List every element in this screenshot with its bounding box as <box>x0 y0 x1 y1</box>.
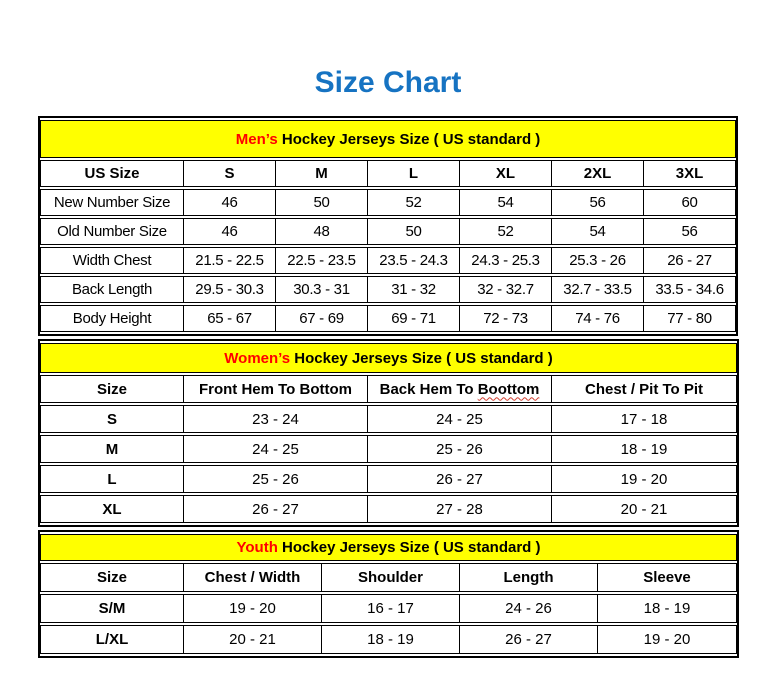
page-title: Size Chart <box>314 66 462 99</box>
size-value: 46 <box>184 189 276 216</box>
column-header: Size <box>40 375 184 403</box>
size-value: 56 <box>644 218 736 245</box>
column-header: Chest / Width <box>184 563 322 592</box>
size-value: 24 - 25 <box>368 405 552 433</box>
womens-size-table <box>38 339 739 527</box>
column-header: 3XL <box>644 160 736 187</box>
table-row <box>40 435 737 463</box>
size-value: 22.5 - 23.5 <box>276 247 368 274</box>
size-value: 50 <box>368 218 460 245</box>
section-title-text: Hockey Jerseys Size ( US standard ) <box>290 349 553 367</box>
misspelled-word: Boottom <box>477 380 540 398</box>
row-label: Back Length <box>40 276 184 303</box>
section-title-band <box>40 120 736 158</box>
column-header: Length <box>460 563 598 592</box>
size-value: 19 - 20 <box>598 625 737 654</box>
size-value: 72 - 73 <box>460 305 552 332</box>
size-value: 33.5 - 34.6 <box>644 276 736 303</box>
table-row <box>40 495 737 523</box>
size-value: 18 - 19 <box>322 625 460 654</box>
section-band-row <box>40 343 737 373</box>
section-keyword: Women’s <box>224 349 291 367</box>
size-value: 56 <box>552 189 644 216</box>
size-value: 25.3 - 26 <box>552 247 644 274</box>
size-value: 31 - 32 <box>368 276 460 303</box>
size-value: 29.5 - 30.3 <box>184 276 276 303</box>
size-value: 25 - 26 <box>368 435 552 463</box>
table-row <box>40 276 736 303</box>
size-value: 19 - 20 <box>552 465 737 493</box>
section-keyword: Men’s <box>235 130 278 148</box>
column-header <box>368 375 552 403</box>
table-row <box>40 305 736 332</box>
size-value: 65 - 67 <box>184 305 276 332</box>
size-value: 16 - 17 <box>322 594 460 623</box>
size-value: 74 - 76 <box>552 305 644 332</box>
section-keyword: Youth <box>236 539 278 556</box>
row-label: Old Number Size <box>40 218 184 245</box>
column-header: Sleeve <box>598 563 737 592</box>
size-value: 46 <box>184 218 276 245</box>
size-value: 26 - 27 <box>460 625 598 654</box>
row-label: Body Height <box>40 305 184 332</box>
size-value: 18 - 19 <box>552 435 737 463</box>
size-value: 54 <box>460 189 552 216</box>
size-value: 54 <box>552 218 644 245</box>
column-header: XL <box>460 160 552 187</box>
size-value: 30.3 - 31 <box>276 276 368 303</box>
column-header: 2XL <box>552 160 644 187</box>
youth-size-table <box>38 530 739 658</box>
size-value: 24.3 - 25.3 <box>460 247 552 274</box>
row-label: XL <box>40 495 184 523</box>
size-value: 26 - 27 <box>644 247 736 274</box>
column-header: M <box>276 160 368 187</box>
column-header: Chest / Pit To Pit <box>552 375 737 403</box>
section-title-band <box>40 343 737 373</box>
size-value: 17 - 18 <box>552 405 737 433</box>
header-row <box>40 160 736 187</box>
size-value: 32 - 32.7 <box>460 276 552 303</box>
size-value: 60 <box>644 189 736 216</box>
size-value: 19 - 20 <box>184 594 322 623</box>
table-row <box>40 218 736 245</box>
table-row <box>40 247 736 274</box>
table-row <box>40 594 737 623</box>
row-label: New Number Size <box>40 189 184 216</box>
column-header: Size <box>40 563 184 592</box>
size-value: 24 - 25 <box>184 435 368 463</box>
table-row <box>40 625 737 654</box>
row-label: Width Chest <box>40 247 184 274</box>
size-value: 26 - 27 <box>368 465 552 493</box>
size-value: 20 - 21 <box>184 625 322 654</box>
table-row <box>40 405 737 433</box>
size-tables-container <box>38 116 737 658</box>
table-row <box>40 189 736 216</box>
header-row <box>40 375 737 403</box>
size-value: 52 <box>460 218 552 245</box>
size-value: 23 - 24 <box>184 405 368 433</box>
mens-size-table <box>38 116 738 336</box>
size-value: 26 - 27 <box>184 495 368 523</box>
column-header: US Size <box>40 160 184 187</box>
size-value: 20 - 21 <box>552 495 737 523</box>
size-value: 67 - 69 <box>276 305 368 332</box>
size-value: 50 <box>276 189 368 216</box>
row-label: M <box>40 435 184 463</box>
size-value: 25 - 26 <box>184 465 368 493</box>
column-header: S <box>184 160 276 187</box>
column-header: L <box>368 160 460 187</box>
column-header: Shoulder <box>322 563 460 592</box>
row-label: L <box>40 465 184 493</box>
section-title-text: Hockey Jerseys Size ( US standard ) <box>277 130 541 148</box>
table-row <box>40 465 737 493</box>
column-header: Front Hem To Bottom <box>184 375 368 403</box>
size-value: 48 <box>276 218 368 245</box>
section-band-row <box>40 120 736 158</box>
row-label: S <box>40 405 184 433</box>
size-value: 24 - 26 <box>460 594 598 623</box>
row-label: L/XL <box>40 625 184 654</box>
header-row <box>40 563 737 592</box>
size-value: 21.5 - 22.5 <box>184 247 276 274</box>
size-value: 23.5 - 24.3 <box>368 247 460 274</box>
size-value: 32.7 - 33.5 <box>552 276 644 303</box>
size-value: 52 <box>368 189 460 216</box>
size-value: 77 - 80 <box>644 305 736 332</box>
section-title-text: Hockey Jerseys Size ( US standard ) <box>277 539 541 556</box>
section-band-row <box>40 534 737 561</box>
section-title-band <box>40 534 737 561</box>
size-value: 69 - 71 <box>368 305 460 332</box>
size-value: 27 - 28 <box>368 495 552 523</box>
column-header-text: Back Hem To <box>379 380 478 398</box>
size-value: 18 - 19 <box>598 594 737 623</box>
row-label: S/M <box>40 594 184 623</box>
